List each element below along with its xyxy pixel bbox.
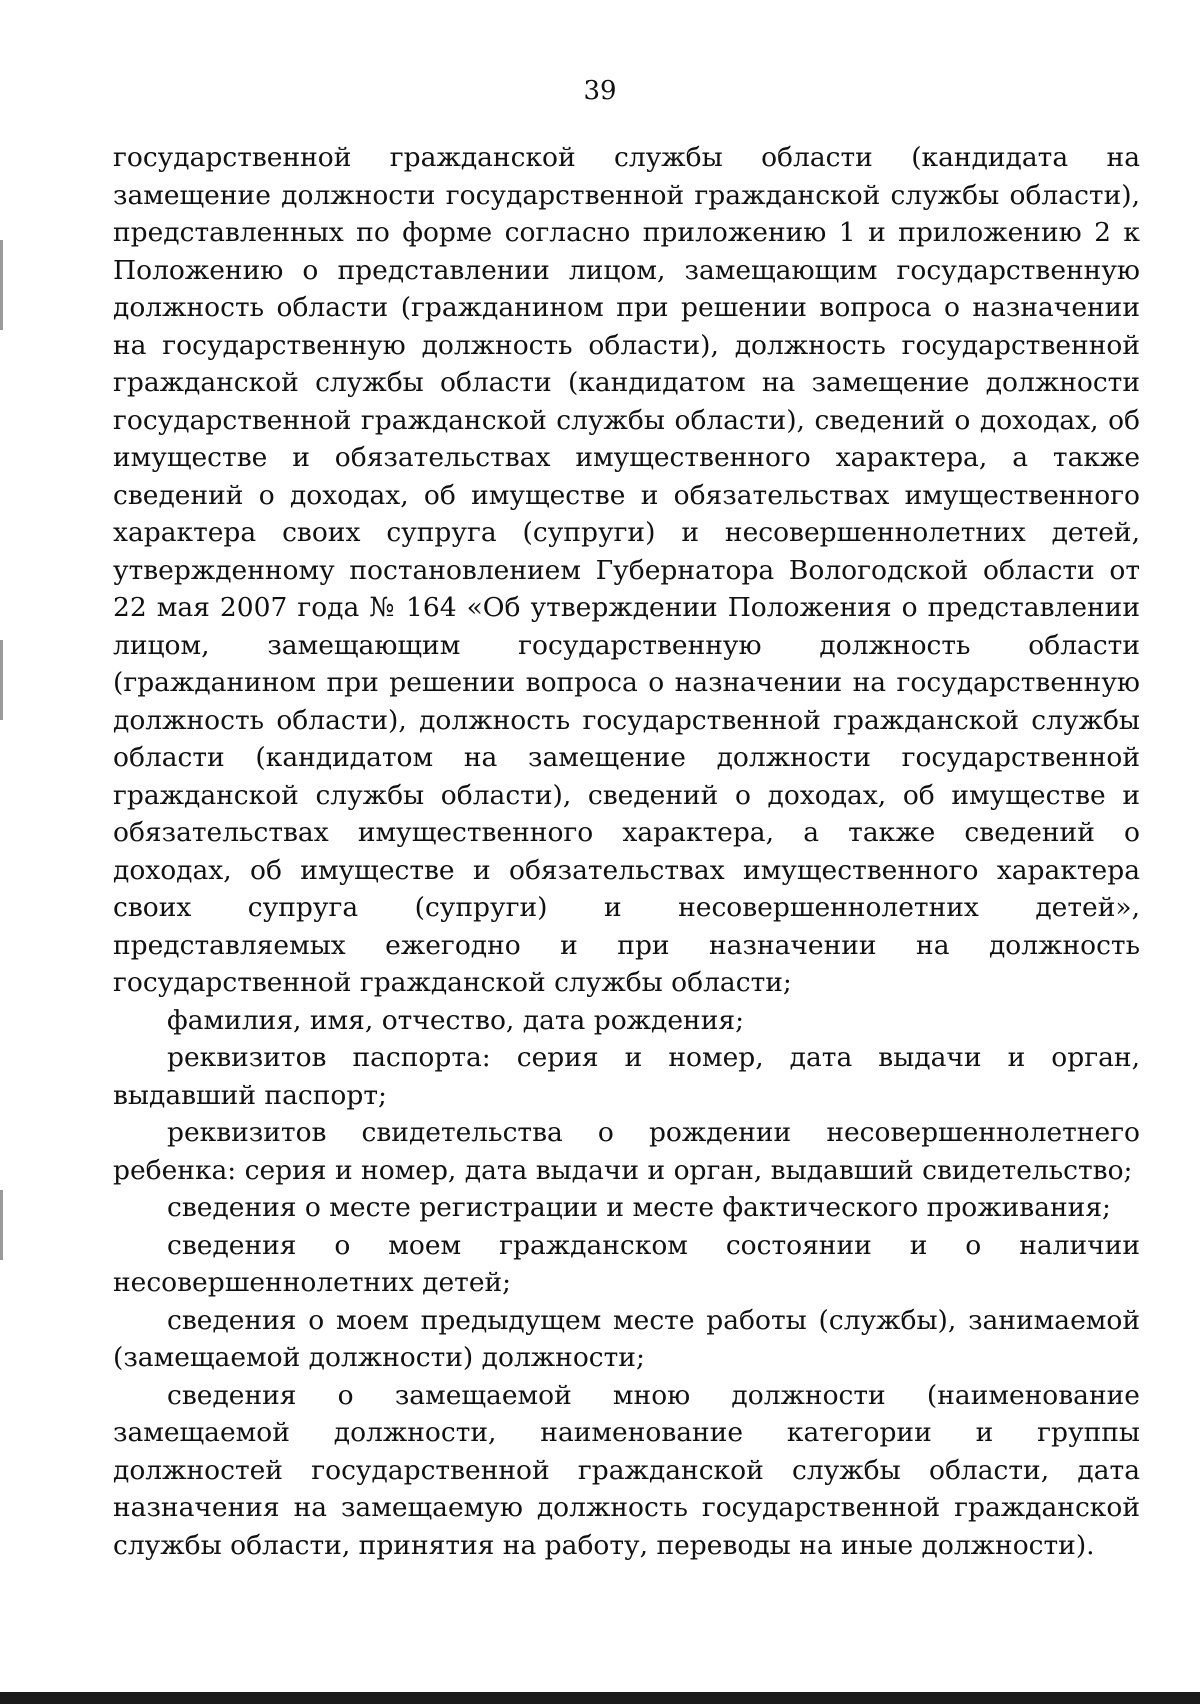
paragraph-current-position: сведения о замещаемой мною должности (наименование замещаемой должности, наименование категории и группы должностей государственной гражданской службы области, дата назначения на замещаемую должность государственной гражданской службы области, принятия на работу, переводы на иные должности). — [113, 1379, 1140, 1561]
document-body — [113, 139, 1140, 1564]
page-number: 39 — [583, 76, 617, 106]
scan-artifact — [0, 1190, 3, 1260]
paragraph-registration: сведения о месте регистрации и месте фактического проживания; — [167, 1192, 1111, 1223]
scan-artifact — [0, 240, 3, 330]
scan-edge — [0, 1692, 1200, 1704]
scan-artifact — [0, 640, 3, 720]
paragraph-birth-certificate: реквизитов свидетельства о рождении несовершеннолетнего ребенка: серия и номер, дата выдачи и орган, выдавший свидетельство; — [113, 1117, 1140, 1186]
paragraph-full-name: фамилия, имя, отчество, дата рождения; — [167, 1004, 745, 1036]
paragraph-passport: реквизитов паспорта: серия и номер, дата выдачи и орган, выдавший паспорт; — [113, 1042, 1140, 1111]
paragraph-previous-job: сведения о моем предыдущем месте работы (службы), занимаемой (замещаемой должности) должности; — [113, 1304, 1140, 1373]
paragraph-civil-status: сведения о моем гражданском состоянии и о наличии несовершеннолетних детей; — [113, 1229, 1140, 1298]
paragraph-continuation: государственной гражданской службы области (кандидата на замещение должности государственной гражданской службы области), представленных по форме согласно приложению 1 и приложению 2 к Положению о представлении лицом, замещающим государственную должность области (гражданином при решении вопроса о назначении на государственную должность области), должность государственной гражданской службы области (кандидатом на замещение должности государственной гражданской службы области), сведений о доходах, об имуществе и обязательствах имущественного характера, а также сведений о доходах, об имуществе и обязательствах имущественного характера своих супруга (супруги) и несовершеннолетних детей, утвержденному постановлением Губернатора Вологодской области от 22 мая 2007 года № 164 «Об утверждении Положения о представлении лицом, замещающим государственную должность области (гражданином при решении вопроса о назначении на государственную должность области), должность государственной гражданской службы области (кандидатом на замещение должности государственной гражданской службы области), сведений о доходах, об имуществе и обязательствах имущественного характера, а также сведений о доходах, об имуществе и обязательствах имущественного характера своих супруга (супруги) и несовершеннолетних детей», представляемых ежегодно и при назначении на должность государственной гражданской службы области; — [113, 142, 1140, 998]
